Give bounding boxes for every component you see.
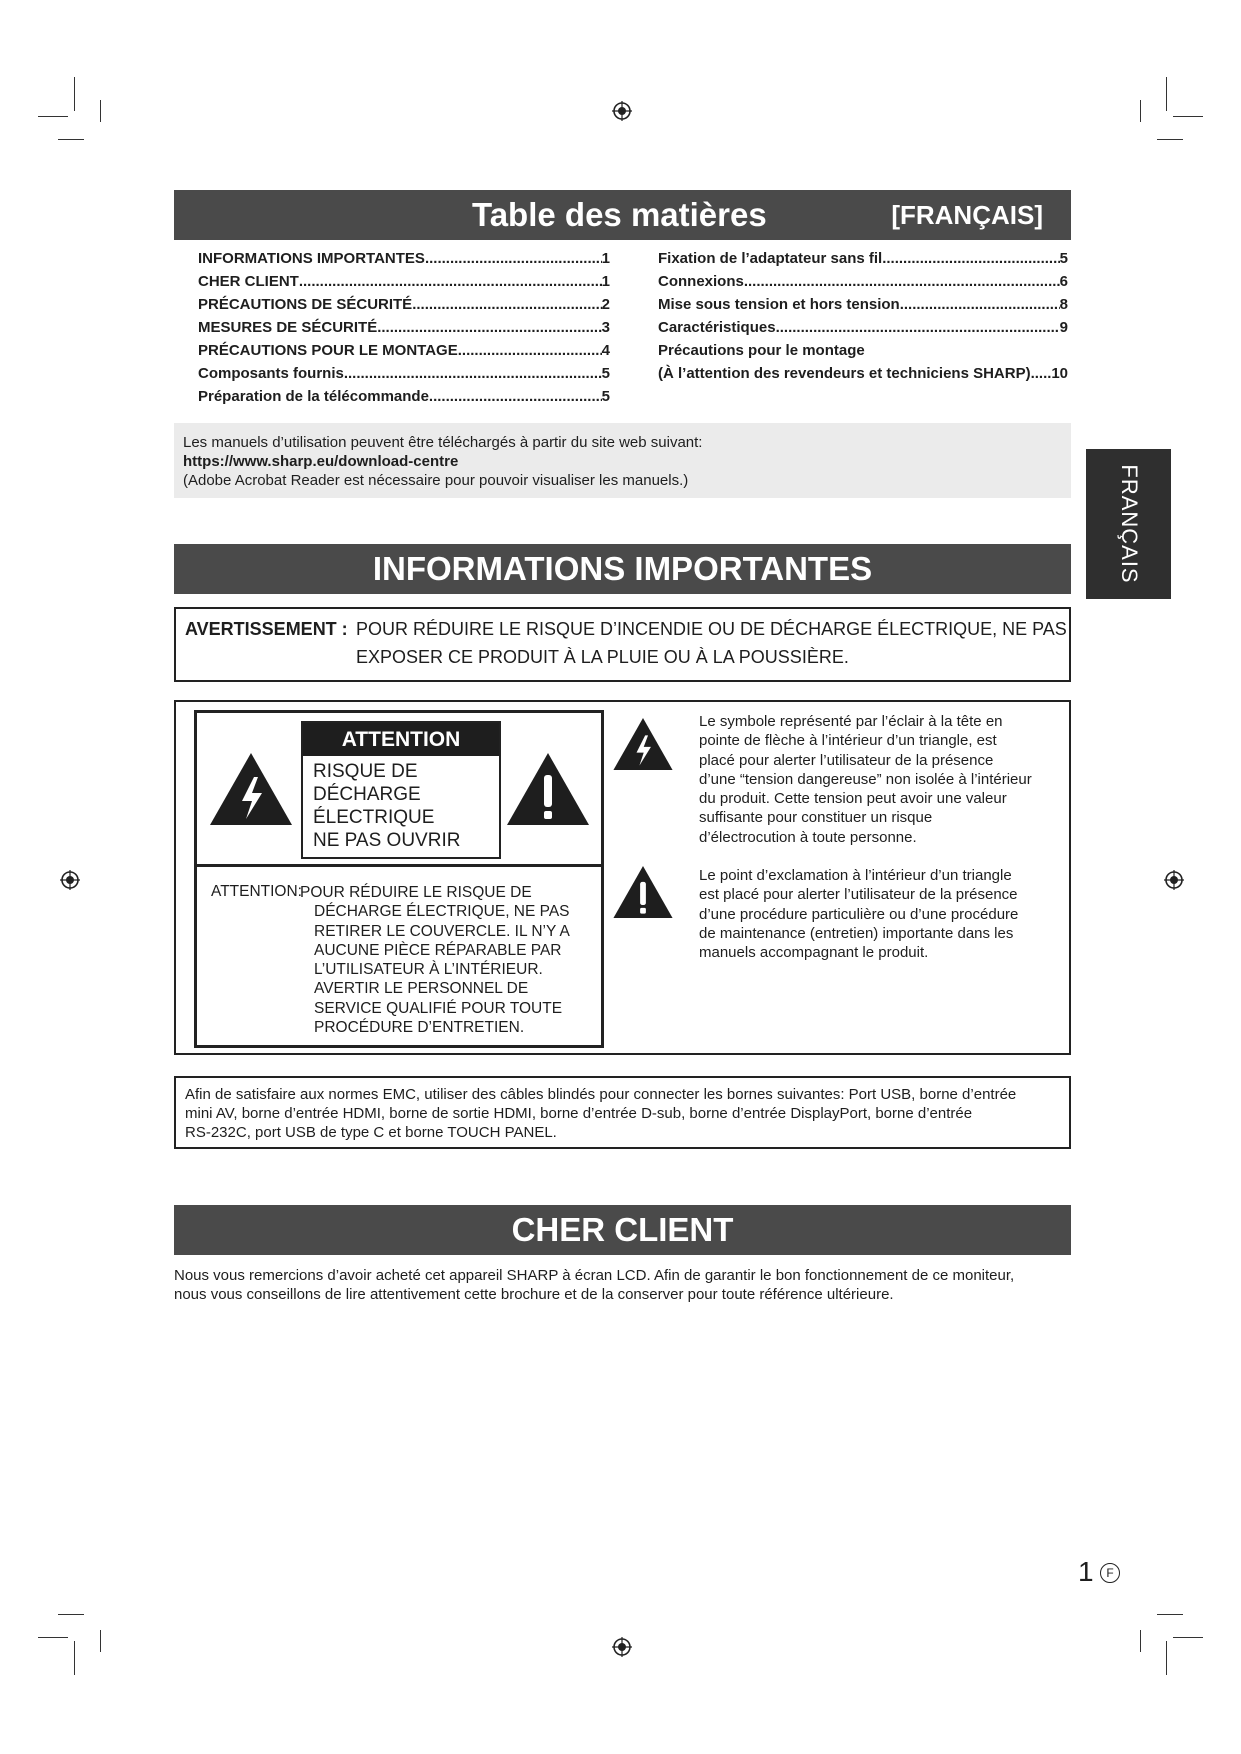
sticker-text: RISQUE DE xyxy=(313,761,418,782)
crop-mark xyxy=(1140,1630,1141,1652)
emc-text: RS-232C, port USB de type C et borne TOUCH PANEL. xyxy=(185,1124,557,1141)
crop-mark xyxy=(38,1637,68,1638)
sticker-text: NE PAS OUVRIR xyxy=(313,830,461,851)
notice-text: (Adobe Acrobat Reader est nécessaire pour pouvoir visualiser les manuels.) xyxy=(183,472,689,489)
toc-entry[interactable]: Composants fournis ..... 5 xyxy=(198,362,610,385)
crop-mark xyxy=(1173,116,1203,117)
warning-label: AVERTISSEMENT : xyxy=(185,619,348,639)
lightning-description: Le symbole représenté par l’éclair à la tête en pointe de flèche à l’intérieur d’un triangle, est placé pour alerter l’utilisateur de la présence d’une “tension dangereuse” non isolée à l’intérieur du produit. Cette tension peut avoir une valeur suffisante pour constituer un risque d’électrocution à toute personne. xyxy=(699,713,1032,846)
toc-entry[interactable]: INFORMATIONS IMPORTANTES ..... 1 xyxy=(198,247,610,270)
crop-mark xyxy=(1166,1641,1167,1675)
toc-entry[interactable]: Précautions pour le montage xyxy=(658,342,865,359)
toc-title: Table des matières xyxy=(472,196,767,233)
warning-text: POUR RÉDUIRE LE RISQUE D’INCENDIE OU DE DÉCHARGE ÉLECTRIQUE, NE PAS xyxy=(356,619,1067,639)
toc-language-tag: [FRANÇAIS] xyxy=(891,199,1043,230)
toc-entry[interactable]: MESURES DE SÉCURITÉ ..... 3 xyxy=(198,316,610,339)
crop-mark xyxy=(58,1614,84,1615)
notice-text: Les manuels d’utilisation peuvent être téléchargés à partir du site web suivant: xyxy=(183,434,703,451)
toc-entry[interactable]: (À l’attention des revendeurs et techniciens SHARP) ..... 10 xyxy=(658,362,1068,385)
exclamation-triangle-icon xyxy=(505,751,591,827)
sticker-text: DÉCHARGE xyxy=(313,784,421,805)
safety-symbols-box xyxy=(174,700,1071,1055)
emc-notice-box xyxy=(174,1076,1071,1149)
crop-mark xyxy=(100,100,101,122)
toc-left-column xyxy=(198,247,610,408)
crop-mark xyxy=(1166,77,1167,111)
attention-header: ATTENTION xyxy=(303,723,499,756)
toc-entry[interactable]: Caractéristiques ..... 9 xyxy=(658,316,1068,339)
caution-label: ATTENTION: xyxy=(211,883,302,900)
emc-text: Afin de satisfaire aux normes EMC, utiliser des câbles blindés pour connecter les bornes suivantes: Port USB, borne d’entrée xyxy=(185,1086,1017,1103)
page-number: 1 xyxy=(1078,1556,1094,1587)
toc-entry[interactable]: PRÉCAUTIONS POUR LE MONTAGE ..... 4 xyxy=(198,339,610,362)
section-header-important: INFORMATIONS IMPORTANTES xyxy=(174,544,1071,594)
dear-customer-text: Nous vous remercions d’avoir acheté cet appareil SHARP à écran LCD. Afin de garantir le bon fonctionnement de ce moniteur, nous vous conseillons de lire attentivement cette brochure et de la conserver pour toute référence ultérieure. xyxy=(174,1267,1015,1304)
section-header-dear-customer: CHER CLIENT xyxy=(174,1205,1071,1255)
divider xyxy=(197,864,601,867)
language-side-tab xyxy=(1086,449,1171,599)
registration-mark-icon xyxy=(612,101,632,121)
toc-entry[interactable]: PRÉCAUTIONS DE SÉCURITÉ ..... 2 xyxy=(198,293,610,316)
toc-right-column xyxy=(658,247,1068,385)
toc-entry[interactable]: Préparation de la télécommande ..... 5 xyxy=(198,385,610,408)
toc-entry[interactable]: Mise sous tension et hors tension ..... 8 xyxy=(658,293,1068,316)
toc-header xyxy=(174,190,1071,240)
crop-mark xyxy=(58,139,84,140)
caution-text: POUR RÉDUIRE LE RISQUE DE DÉCHARGE ÉLECTRIQUE, NE PAS RETIRER LE COUVERCLE. IL N’Y A AUCUNE PIÈCE RÉPARABLE PAR L’UTILISATEUR À L’INTÉRIEUR. AVERTIR LE PERSONNEL DE SERVICE QUALIFIÉ POUR TOUTE PROCÉDURE D’ENTRETIEN. xyxy=(300,884,570,1037)
emc-text: mini AV, borne d’entrée HDMI, borne de sortie HDMI, borne d’entrée D-sub, borne d’entrée DisplayPort, borne d’entrée xyxy=(185,1105,973,1122)
download-notice xyxy=(174,423,1071,498)
registration-mark-icon xyxy=(60,870,80,890)
side-tab-label: FRANÇAIS xyxy=(1116,464,1142,584)
toc-entry[interactable]: CHER CLIENT ..... 1 xyxy=(198,270,610,293)
lightning-triangle-icon xyxy=(612,716,674,772)
crop-mark xyxy=(74,1641,75,1675)
registration-mark-icon xyxy=(612,1637,632,1657)
crop-mark xyxy=(1157,139,1183,140)
download-link[interactable]: https://www.sharp.eu/download-centre xyxy=(183,453,459,470)
warning-box xyxy=(174,607,1071,682)
lightning-triangle-icon xyxy=(208,751,294,827)
exclamation-description: Le point d’exclamation à l’intérieur d’un triangle est placé pour alerter l’utilisateur de la présence d’une procédure particulière ou d’une procédure de maintenance (entretien) importante dans les manuels accompagnant le produit. xyxy=(699,867,1019,962)
sticker-text: ÉLECTRIQUE xyxy=(313,807,435,828)
crop-mark xyxy=(1140,100,1141,122)
registration-mark-icon xyxy=(1164,870,1184,890)
toc-entry[interactable]: Connexions ..... 6 xyxy=(658,270,1068,293)
attention-sticker xyxy=(301,721,501,859)
language-code-badge: F xyxy=(1100,1563,1120,1583)
warning-text: EXPOSER CE PRODUIT À LA PLUIE OU À LA POUSSIÈRE. xyxy=(356,647,849,667)
toc-entry[interactable]: Fixation de l’adaptateur sans fil ..... 5 xyxy=(658,247,1068,270)
crop-mark xyxy=(74,77,75,111)
crop-mark xyxy=(38,116,68,117)
caution-label-box xyxy=(194,710,604,1048)
crop-mark xyxy=(1157,1614,1183,1615)
crop-mark xyxy=(100,1630,101,1652)
crop-mark xyxy=(1173,1637,1203,1638)
exclamation-triangle-icon xyxy=(612,864,674,920)
